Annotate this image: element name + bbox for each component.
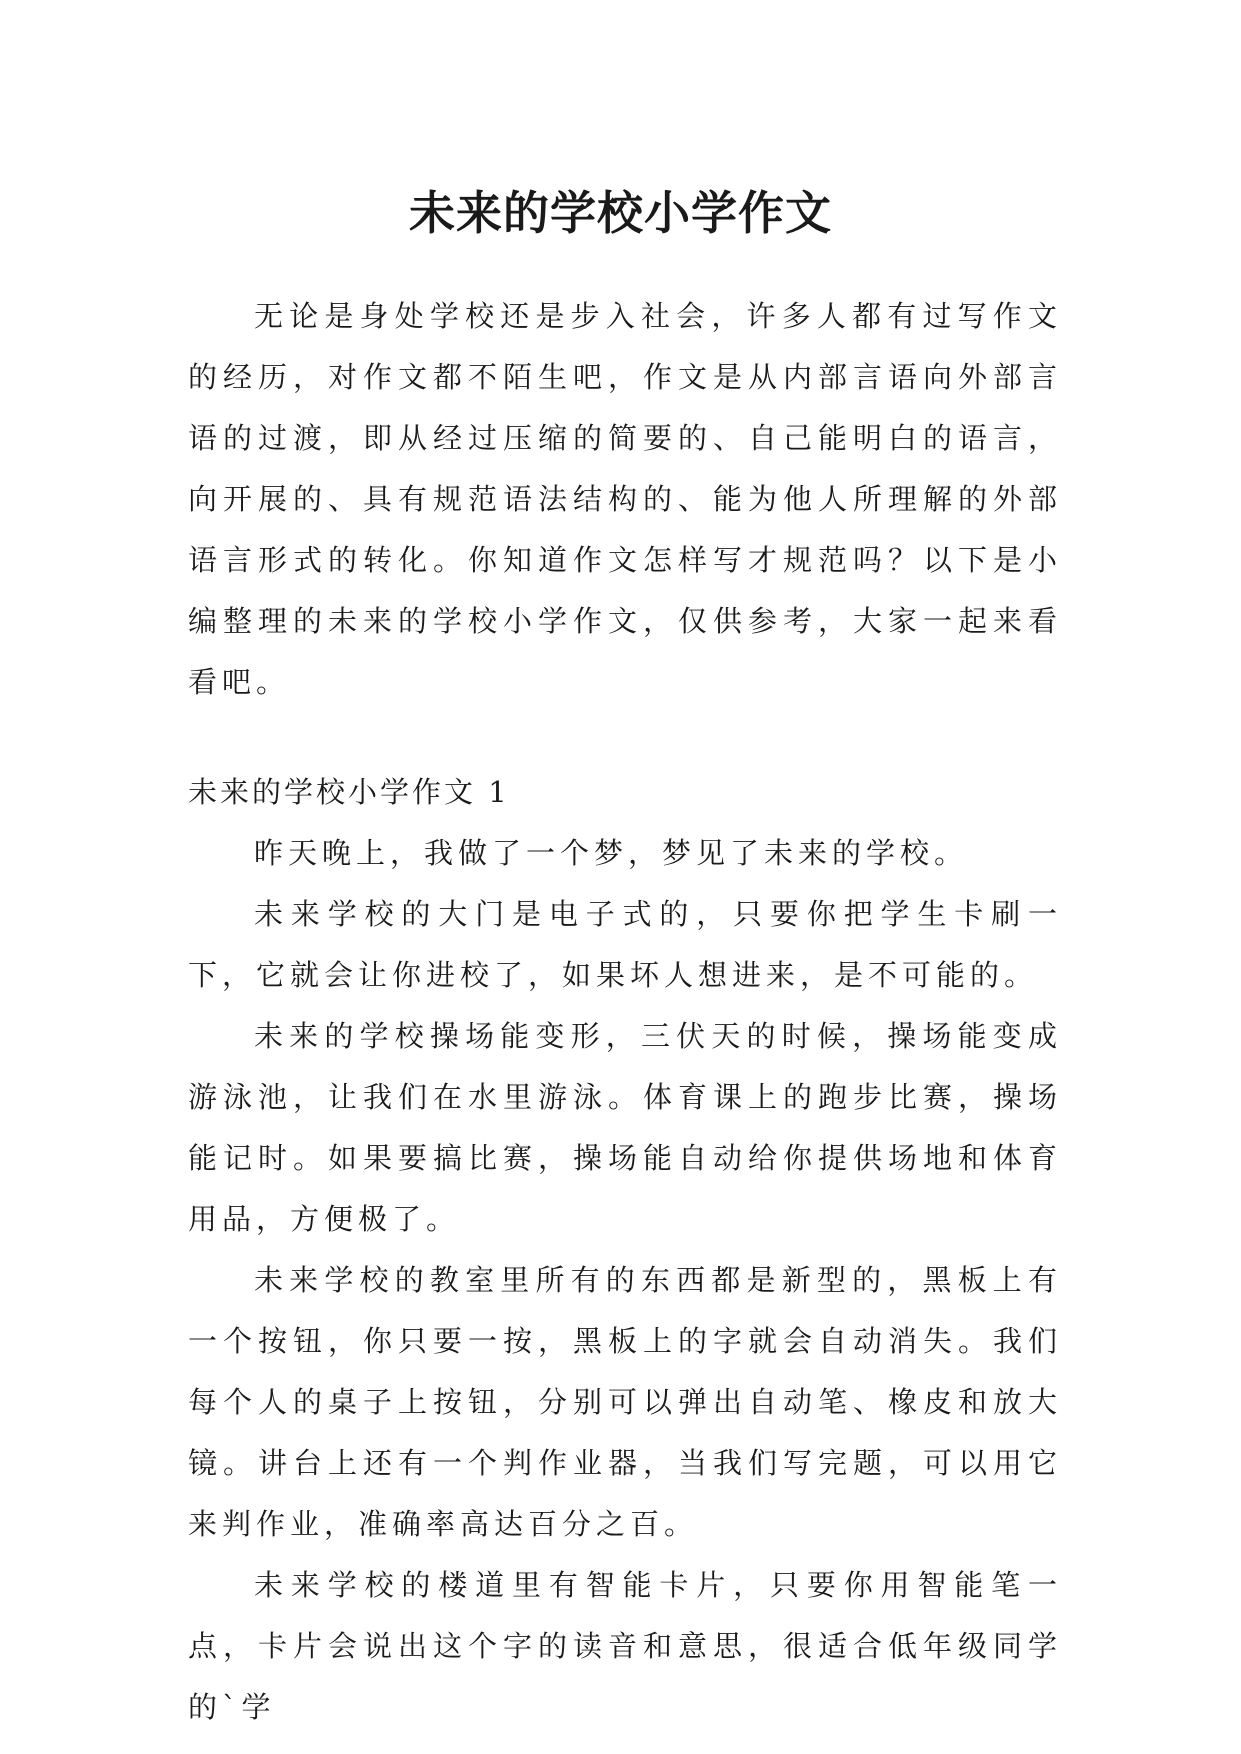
intro-paragraph: 无论是身处学校还是步入社会，许多人都有过写作文的经历，对作文都不陌生吧，作文是从内部言语向外部言语的过渡，即从经过压缩的简要的、自己能明白的语言，向开展的、具有规范语法结构的、能为他人所理解的外部语言形式的转化。你知道作文怎样写才规范吗？以下是小编整理的未来的学校小学作文，仅供参考，大家一起来看看吧。 xyxy=(188,299,1062,699)
body-paragraph: 昨天晚上，我做了一个梦，梦见了未来的学校。 xyxy=(254,836,969,870)
body-paragraph: 未来学校的大门是电子式的，只要你把学生卡刷一下，它就会让你进校了，如果坏人想进来，是不可能的。 xyxy=(188,897,1062,992)
document-title: 未来的学校小学作文 xyxy=(409,185,832,240)
section-heading: 未来的学校小学作文 1 xyxy=(188,775,510,809)
body-paragraph: 未来的学校操场能变形，三伏天的时候，操场能变成游泳池，让我们在水里游泳。体育课上的跑步比赛，操场能记时。如果要搞比赛，操场能自动给你提供场地和体育用品，方便极了。 xyxy=(188,1019,1062,1236)
body-paragraph: 未来学校的楼道里有智能卡片，只要你用智能笔一点，卡片会说出这个字的读音和意思，很适合低年级同学的`学 xyxy=(188,1568,1062,1724)
body-paragraph: 未来学校的教室里所有的东西都是新型的，黑板上有一个按钮，你只要一按，黑板上的字就会自动消失。我们每个人的桌子上按钮，分别可以弹出自动笔、橡皮和放大镜。讲台上还有一个判作业器，当我们写完题，可以用它来判作业，准确率高达百分之百。 xyxy=(188,1263,1062,1541)
document-body xyxy=(188,286,1062,1738)
